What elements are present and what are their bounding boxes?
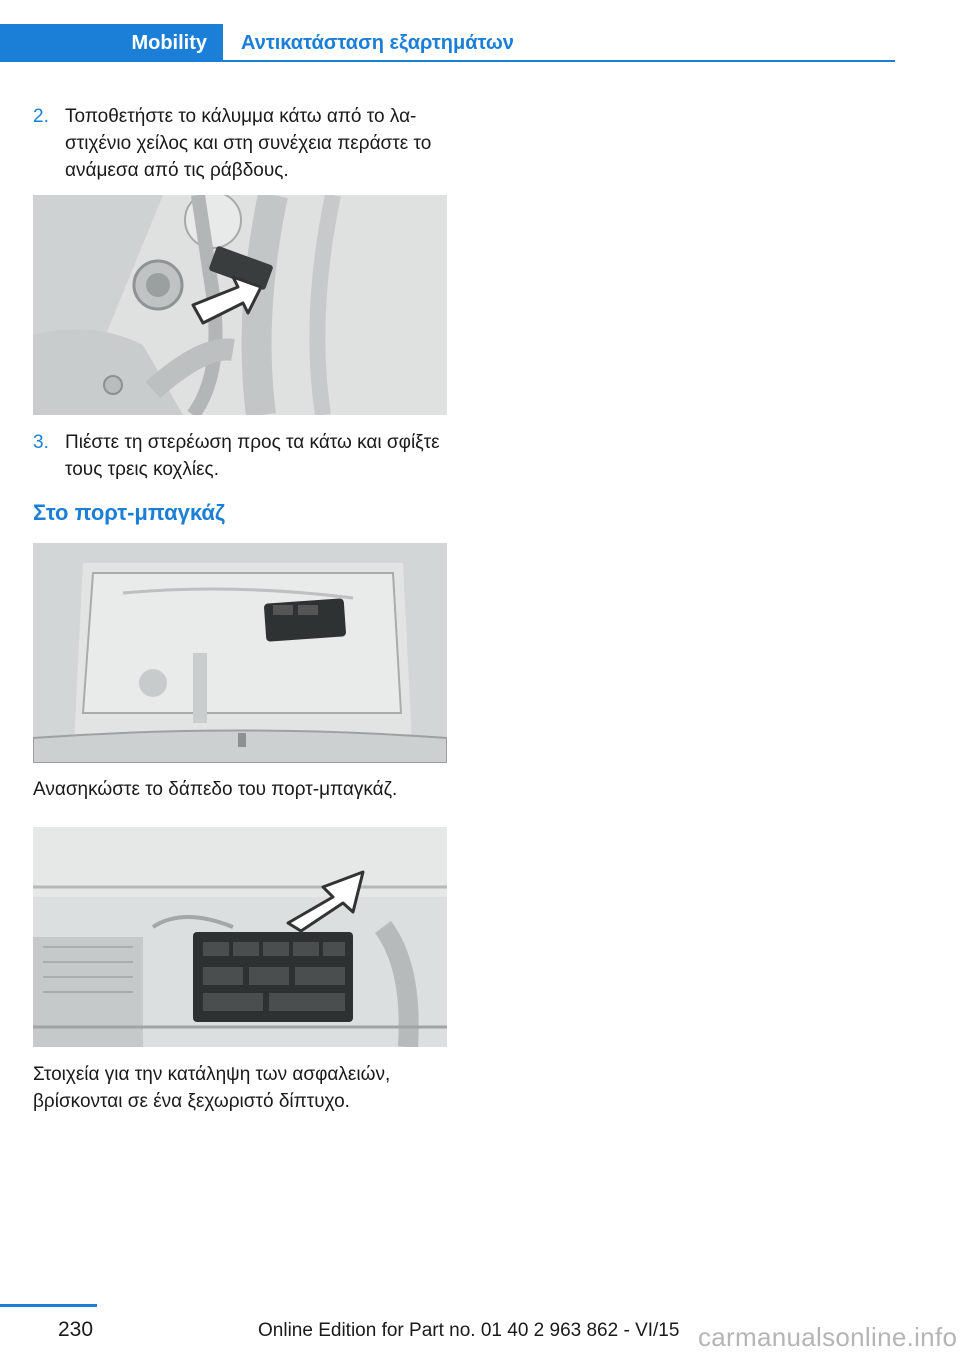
header-rule	[0, 60, 895, 62]
page-header	[0, 24, 895, 62]
paragraph-fuse-info: Στοιχεία για την κατάληψη των ασφαλειών, βρίσκονται σε ένα ξεχωριστό δίπτυχο.	[33, 1064, 391, 1112]
step-text: Πιέστε τη στερέωση προς τα κάτω και σφίξτε τους τρεις κοχλίες.	[65, 432, 440, 480]
header-tab-parts-replacement[interactable]: Αντικατάσταση εξαρτημάτων	[241, 32, 514, 54]
paragraph-lift-floor: Ανασηκώστε το δάπεδο του πορτ-μπαγκάζ.	[33, 779, 398, 800]
step-text: Τοποθετήστε το κάλυμμα κάτω από το λα-στιχένιο χείλος και στη συνέχεια περάστε το ανάμεσα από τις ράβδους.	[65, 106, 432, 181]
watermark: carmanualsonline.info	[698, 1322, 958, 1352]
step-number: 2.	[33, 106, 49, 127]
step-3	[33, 429, 453, 483]
photo-fuse-box	[33, 827, 447, 1047]
header-tab-mobility[interactable]: Mobility	[0, 24, 223, 62]
photo-trunk-floor	[33, 543, 447, 763]
photo-cover-installation	[33, 195, 447, 415]
footer-rule	[0, 1304, 97, 1307]
step-number: 3.	[33, 432, 49, 453]
edition-info: Online Edition for Part no. 01 40 2 963 862 - VI/15	[258, 1320, 680, 1341]
page-number: 230	[58, 1318, 94, 1341]
step-2	[33, 103, 453, 184]
section-title-trunk: Στο πορτ-μπαγκάζ	[33, 500, 226, 525]
